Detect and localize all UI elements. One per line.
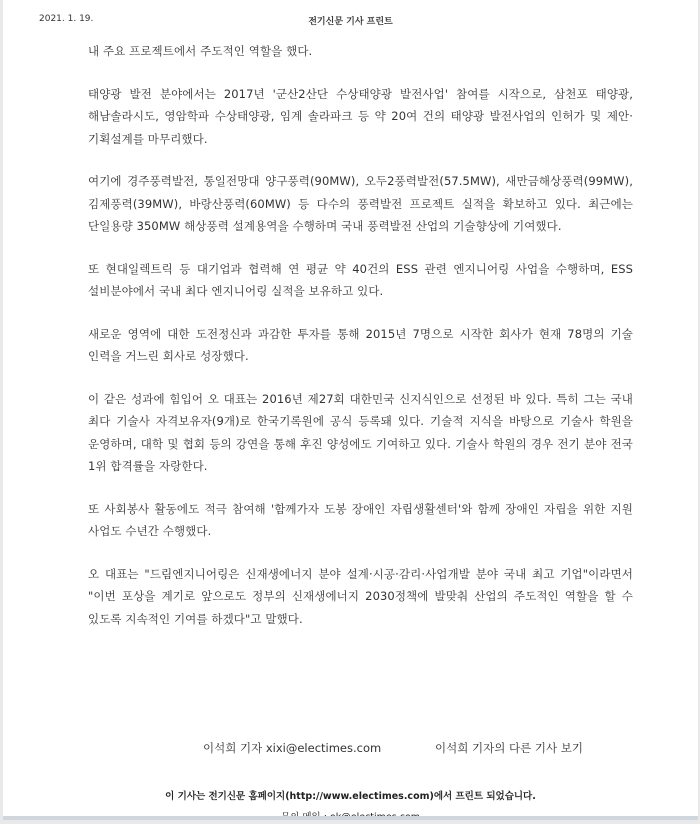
print-title: 전기신문 기사 프린트: [308, 17, 393, 27]
print-date: 2021. 1. 19.: [39, 14, 94, 24]
other-articles-link[interactable]: 이석희 기자의 다른 기사 보기: [435, 741, 583, 755]
print-page: [3, 0, 698, 820]
article-paragraph: 또 현대일렉트릭 등 대기업과 협력해 연 평균 약 40건의 ESS 관련 엔지니어링 사업을 수행하며, ESS 설비분야에서 국내 최다 엔지니어링 실적을 보유하고 있다.: [88, 261, 633, 298]
print-footer-notice: 이 기사는 전기신문 홈페이지(http://www.electimes.com)에서 프린트 되었습니다.: [165, 791, 536, 802]
article-body: [88, 40, 633, 650]
author-byline: 이석희 기자 xixi@electimes.com: [203, 741, 382, 755]
article-paragraph: 오 대표는 "드림엔지니어링은 신재생에너지 분야 설계·시공·감리·사업개발 분야 국내 최고 기업"이라면서 "이번 포상을 계기로 앞으로도 정부의 신재생에너지 2030정책에 발맞춰 산업의 주도적인 역할을 할 수 있도록 지속적인 기여를 하겠다"고 말했다.: [88, 566, 633, 626]
article-paragraph: 내 주요 프로젝트에서 주도적인 역할을 했다.: [88, 44, 313, 58]
article-paragraph: 태양광 발전 분야에서는 2017년 '군산2산단 수상태양광 발전사업' 참여를 시작으로, 삼천포 태양광, 해남솔라시도, 영암학파 수상태양광, 임계 솔라파크 등 약 20여 건의 태양광 발전사업의 인허가 및 제안·기획설계를 마무리했다.: [88, 86, 633, 146]
article-paragraph: 또 사회봉사 활동에도 적극 참여해 '함께가자 도봉 장애인 자립생활센터'와 함께 장애인 자립을 위한 지원 사업도 수년간 수행했다.: [88, 501, 633, 538]
article-paragraph: 여기에 경주풍력발전, 통일전망대 양구풍력(90MW), 오두2풍력발전(57.5MW), 새만금해상풍력(99MW), 김제풍력(39MW), 바랑산풍력(60MW) 등 다수의 풍력발전 프로젝트 실적을 확보하고 있다. 최근에는 단일용량 350MW 해상풍력 설계용역을 수행하며 국내 풍력발전 산업의 기술향상에 기여했다.: [88, 174, 633, 233]
bottom-divider: [3, 816, 698, 820]
print-header: [3, 14, 698, 30]
article-paragraph: 이 같은 성과에 힘입어 오 대표는 2016년 제27회 대한민국 신지식인으로 선정된 바 있다. 특히 그는 국내 최다 기술사 자격보유자(9개)로 한국기록원에 공식 등록돼 있다. 기술적 지식을 바탕으로 기술사 학원을 운영하며, 대학 및 협회 등의 강연을 통해 후진 양성에도 기여하고 있다. 기술사 학원의 경우 전기 분야 전국 1위 합격률을 자랑한다.: [88, 391, 633, 473]
article-paragraph: 새로운 영역에 대한 도전정신과 과감한 투자를 통해 2015년 7명으로 시작한 회사가 현재 78명의 기술 인력을 거느린 회사로 성장했다.: [88, 326, 633, 363]
